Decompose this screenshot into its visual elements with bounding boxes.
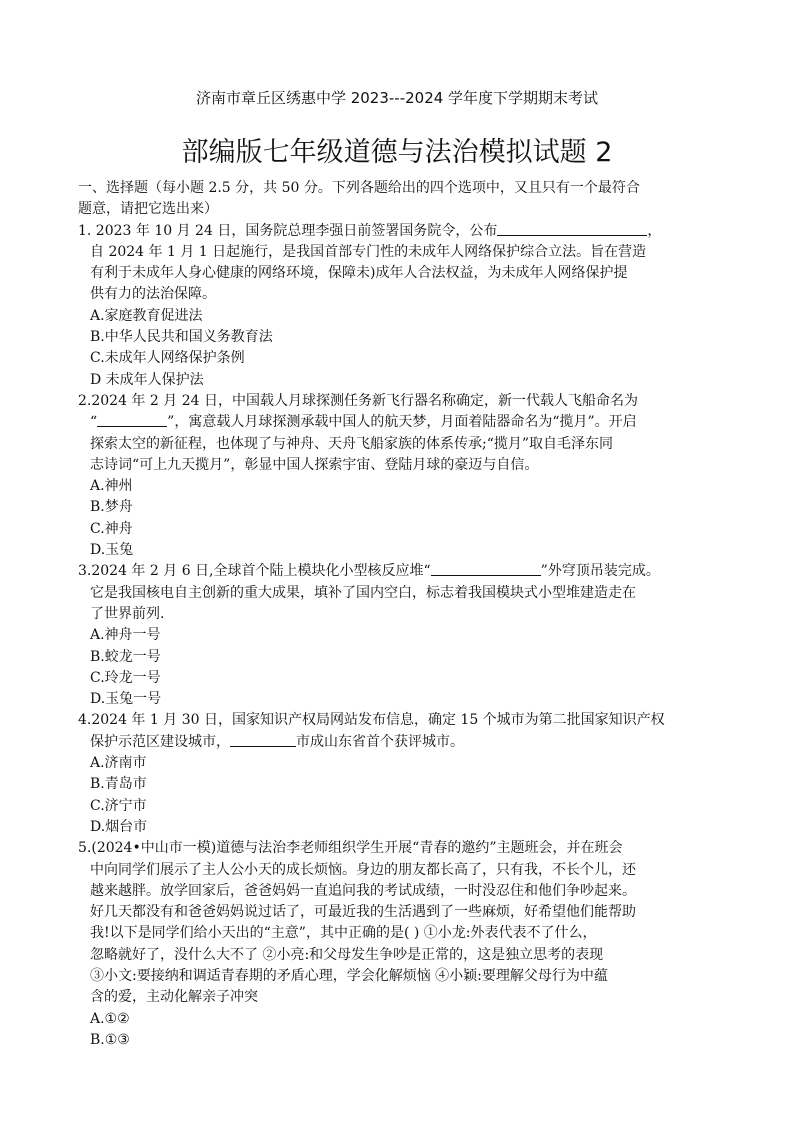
option-b: B.①③ [90, 1031, 130, 1048]
question-text: 市成山东省首个获评城市。 [296, 733, 464, 750]
option-a: A.家庭教育促进法 [90, 307, 203, 324]
question-text: ， [647, 222, 662, 239]
question-4 [78, 710, 726, 838]
question-3 [78, 561, 726, 710]
question-line: 我!以下是同学们给小天出的“主意”，其中正确的是( ) ①小龙:外表代表不了什么， [90, 925, 597, 942]
question-line: 含的爱，主动化解亲子冲突 [90, 989, 258, 1006]
option-a: A.济南市 [90, 755, 147, 772]
question-text: 3.2024 年 2 月 6 日,全球首个陆上模块化小型核反应堆“ [78, 563, 431, 580]
option-b: B.梦舟 [90, 499, 133, 516]
question-line: 4.2024 年 1 月 30 日，国家知识产权局网站发布信息，确定 15 个城市为第二批国家知识产权 [78, 712, 665, 729]
question-line [78, 412, 726, 433]
question-line: 自 2024 年 1 月 1 日起施行，是我国首部专门性的未成年人网络保护综合立法。旨在营造 [90, 243, 647, 260]
question-text: 1. 2023 年 10 月 24 日，国务院总理李强日前签署国务院令，公布 [78, 222, 498, 239]
exam-subtitle: 济南市章丘区绣惠中学 2023---2024 学年度下学期期末考试 [195, 89, 599, 107]
answer-blank [230, 732, 296, 747]
question-line [78, 561, 726, 582]
option-b: B.中华人民共和国义务教育法 [90, 329, 273, 346]
question-2 [78, 391, 726, 561]
question-line: 供有力的法治保障。 [90, 286, 216, 303]
exam-title: 部编版七年级道德与法治模拟试题 2 [181, 137, 613, 168]
option-c: C.玲龙一号 [90, 669, 161, 686]
option-a: A.神州 [90, 478, 133, 495]
question-line: 了世界前列. [90, 605, 165, 622]
question-line: 志诗词“可上九天揽月”，彰显中国人探索宇宙、登陆月球的豪迈与自信。 [90, 456, 539, 473]
option-b: B.青岛市 [90, 776, 147, 793]
option-b: B.蛟龙一号 [90, 648, 161, 665]
question-line: 5.(2024•中山市一模)道德与法治李老师组织学生开展“青春的邀约”主题班会，并在班会 [78, 840, 623, 857]
question-line: 好几天都没有和爸爸妈妈说过话了，可最近我的生活遇到了一些麻烦，好希望他们能帮助 [90, 904, 636, 921]
section-heading-cont: 题意，请把它选出来） [78, 201, 218, 218]
option-a: A.①② [90, 1010, 130, 1027]
option-c: C.未成年人网络保护条例 [90, 350, 245, 367]
question-line: 2.2024 年 2 月 24 日，中国载人月球探测任务新飞行器名称确定，新一代载人飞船命名为 [78, 392, 638, 409]
answer-blank [97, 412, 167, 427]
option-c: C.神舟 [90, 520, 133, 537]
question-text: ”外穹顶吊装完成。 [540, 563, 660, 580]
option-d: D.玉兔 [90, 542, 134, 559]
option-d: D.玉兔一号 [90, 691, 162, 708]
option-d: D.烟台市 [90, 818, 148, 835]
question-line: 探索太空的新征程，也体现了与神舟、天舟飞船家族的体系传承;“揽月”取自毛泽东同 [90, 435, 614, 452]
question-line: 它是我国核电自主创新的重大成果，填补了国内空白，标志着我国模块式小型堆建造走在 [90, 584, 636, 601]
question-line: ③小文:要接纳和调适青春期的矛盾心理，学会化解烦恼 ④小颖:要理解父母行为中蕴 [90, 967, 608, 984]
question-line: 越来越胖。放学回家后，爸爸妈妈一直追问我的考试成绩，一时没忍住和他们争吵起来。 [90, 882, 636, 899]
question-line: 有利于未成年人身心健康的网络环境，保障未)成年人合法权益，为未成年人网络保护提 [90, 265, 628, 282]
question-1 [78, 221, 726, 391]
question-line [78, 221, 726, 242]
question-text: 保护示范区建设城市， [90, 733, 230, 750]
question-line [78, 732, 726, 753]
answer-blank [431, 561, 541, 576]
section-heading: 一、选择题（每小题 2.5 分，共 50 分。下列各题给出的四个选项中，又且只有一个最符合 [78, 180, 640, 196]
question-5 [78, 838, 726, 1051]
option-c: C.济宁市 [90, 797, 147, 814]
option-d: D 未成年人保护法 [90, 371, 204, 388]
option-a: A.神舟一号 [90, 627, 161, 644]
question-line: 中向同学们展示了主人公小天的成长烦恼。身边的朋友都长高了，只有我，不长个儿，还 [90, 861, 636, 878]
exam-content [78, 178, 726, 1051]
question-text: “ [90, 414, 98, 431]
answer-blank [497, 221, 647, 236]
question-text: ”，寓意载人月球探测承载中国人的航天梦，月面着陆器命名为“揽月”。开启 [167, 414, 637, 431]
question-line: 忽略就好了，没什么大不了 ②小亮:和父母发生争吵是正常的，这是独立思考的表现 [90, 946, 604, 963]
